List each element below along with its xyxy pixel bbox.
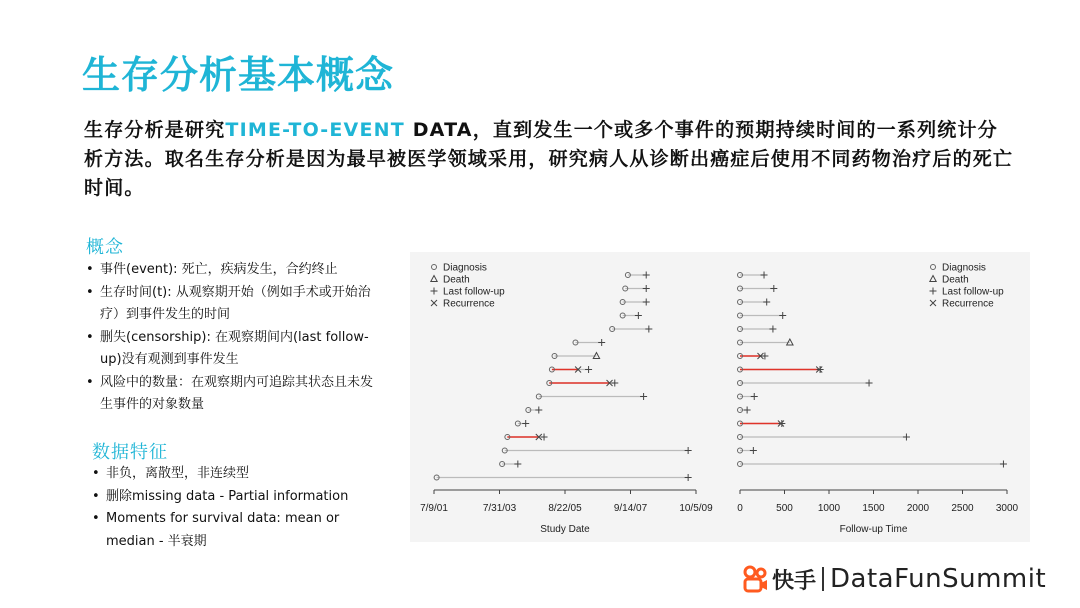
x-tick-label: 7/31/03: [482, 503, 517, 514]
follow-up-marker: [770, 285, 777, 292]
recurrence-marker: [431, 300, 437, 306]
legend-label: Death: [942, 274, 969, 286]
x-tick-label: 9/14/07: [613, 503, 648, 514]
follow-up-marker: [750, 447, 757, 454]
x-axis-label: Follow-up Time: [839, 524, 908, 535]
follow-up-marker: [535, 407, 542, 414]
follow-up-marker: [779, 312, 786, 319]
follow-up-marker: [640, 393, 647, 400]
list-item: • 风险中的数量：在观察期内可追踪其状态且未发生事件的对象数量: [86, 372, 382, 417]
legend-label: Diagnosis: [942, 262, 986, 274]
x-axis-label: Study Date: [540, 524, 590, 535]
list-item: • 事件(event): 死亡，疾病发生，合约终止: [86, 259, 382, 282]
x-tick-label: 2500: [951, 503, 974, 514]
x-tick-label: 3000: [995, 503, 1019, 514]
follow-up-marker: [817, 366, 824, 373]
list-item: • 生存时间(t): 从观察期开始（例如手术或开始治疗）到事件发生的时间: [86, 282, 382, 327]
follow-up-marker: [761, 272, 768, 279]
legend-label: Recurrence: [443, 298, 495, 310]
follow-up-marker: [903, 434, 910, 441]
legend-label: Death: [443, 274, 470, 286]
follow-up-marker: [643, 285, 650, 292]
diagnosis-marker: [931, 265, 936, 270]
follow-up-marker: [763, 299, 770, 306]
intro-highlight: TIME-TO-EVENT: [225, 119, 405, 141]
concepts-title: 概念: [86, 237, 124, 258]
intro-text-2: DATA，直到发生一个或多个事件的预期持续时间的一系列统计分析方法。取名生存分析是因为最早被医学领域采用，研究病人从诊断出癌症后使用不同药物治疗后的死亡时间。: [84, 119, 1014, 199]
follow-up-marker: [778, 420, 785, 427]
logo-datafun-text: DataFunSummit: [830, 564, 1047, 594]
kuaishou-logo-icon: [742, 565, 768, 593]
follow-up-marker: [598, 339, 605, 346]
death-marker: [930, 276, 936, 282]
follow-up-marker: [1000, 461, 1007, 468]
x-tick-label: 0: [737, 503, 743, 514]
follow-up-marker: [685, 474, 692, 481]
death-marker: [431, 276, 437, 282]
list-item: • 非负，离散型，非连续型: [92, 463, 392, 486]
x-tick-label: 2000: [906, 503, 930, 514]
datafun-logo: [742, 562, 1046, 596]
legend-label: Recurrence: [942, 298, 994, 310]
follow-up-marker: [643, 299, 650, 306]
follow-up-marker: [431, 288, 438, 295]
page-title: 生存分析基本概念: [82, 53, 395, 97]
follow-up-marker: [635, 312, 642, 319]
follow-up-marker: [514, 461, 521, 468]
x-tick-label: 1500: [862, 503, 885, 514]
legend-label: Last follow-up: [942, 286, 1004, 298]
follow-up-marker: [585, 366, 592, 373]
features-title: 数据特征: [92, 442, 168, 463]
x-tick-label: 10/5/09: [679, 503, 713, 514]
follow-up-marker: [643, 272, 650, 279]
logo-kuaishou-text: 快手: [772, 568, 817, 594]
follow-up-marker: [744, 407, 751, 414]
diagnosis-marker: [432, 265, 437, 270]
follow-up-marker: [930, 288, 937, 295]
x-tick-label: 7/9/01: [420, 503, 448, 514]
x-tick-label: 1000: [817, 503, 841, 514]
follow-up-marker: [751, 393, 758, 400]
list-item: • 删失(censorship): 在观察期间内(last follow-up)没有观测到事件发生: [86, 327, 382, 372]
x-tick-label: 500: [776, 503, 793, 514]
logo-divider: [822, 567, 824, 591]
list-item: • Moments for survival data: mean or median - 半衰期: [92, 508, 392, 553]
legend-label: Diagnosis: [443, 262, 487, 274]
follow-up-marker: [685, 447, 692, 454]
x-tick-label: 8/22/05: [548, 503, 582, 514]
legend-label: Last follow-up: [443, 286, 505, 298]
follow-up-marker: [866, 380, 873, 387]
follow-up-marker: [645, 326, 652, 333]
follow-up-marker: [769, 326, 776, 333]
follow-up-marker: [522, 420, 529, 427]
recurrence-marker: [930, 300, 936, 306]
intro-text-1: 生存分析是研究: [84, 119, 226, 141]
list-item: • 删除missing data - Partial information: [92, 486, 392, 509]
